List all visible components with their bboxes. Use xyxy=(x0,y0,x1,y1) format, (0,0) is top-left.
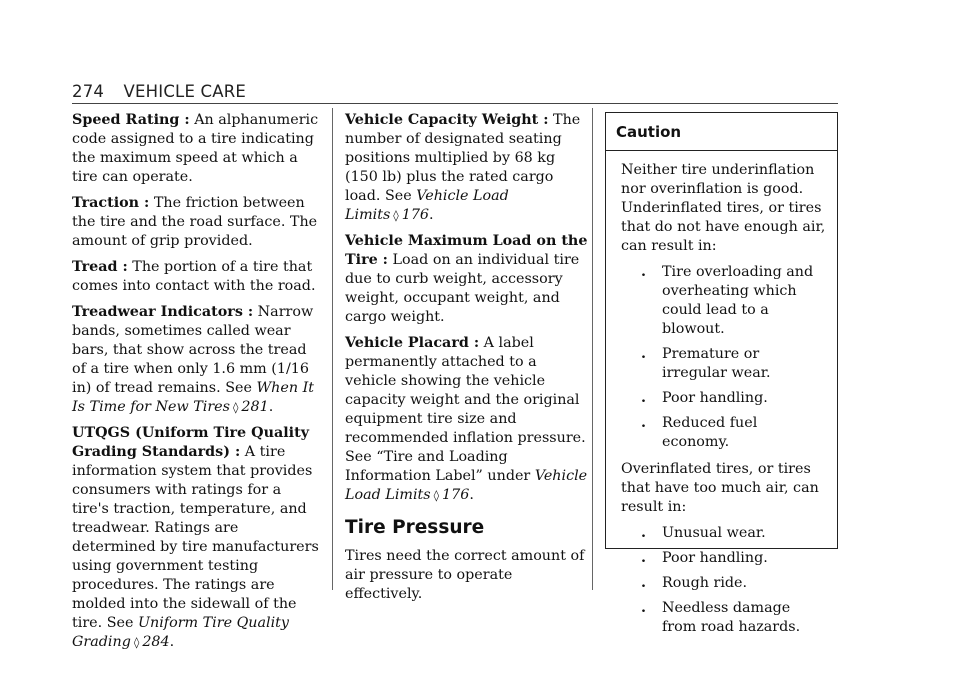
cross-reference-link[interactable]: When It Is Time for New Tires xyxy=(72,380,314,415)
list-item xyxy=(621,524,827,543)
reference-page[interactable]: 284 xyxy=(142,634,170,650)
definition-text: The portion of a tire that comes into contact with the road. xyxy=(72,259,316,294)
definition-vehicle-placard xyxy=(345,334,592,505)
cross-reference-link[interactable]: Vehicle Load Limits xyxy=(345,468,588,503)
bullet-icon: . xyxy=(641,575,646,591)
cross-reference-link[interactable]: Vehicle Load Limits xyxy=(345,188,509,223)
list-item-text: Tire overloading and overheating which could lead to a blowout. xyxy=(662,264,814,337)
list-item xyxy=(621,263,827,339)
list-item-text: Needless damage from road hazards. xyxy=(662,600,801,635)
reference-page[interactable]: 176 xyxy=(442,487,470,503)
definition-vehicle-capacity-weight xyxy=(345,111,592,225)
page-ref-icon: ◊ xyxy=(133,636,140,649)
tail: . xyxy=(429,207,434,223)
tire-pressure-paragraph: Tires need the correct amount of air pressure to operate effectively. xyxy=(345,548,585,602)
page-ref-icon: ◊ xyxy=(232,401,239,414)
bullet-icon: . xyxy=(641,550,646,566)
list-item xyxy=(621,574,827,593)
caution-intro-2: Overinflated tires, or tires that have too much air, can result in: xyxy=(621,461,819,515)
definition-speed-rating xyxy=(72,111,319,187)
section-title: VEHICLE CARE xyxy=(123,82,247,101)
overinflation-list xyxy=(621,524,827,637)
list-item-text: Premature or irregular wear. xyxy=(662,346,771,381)
definition-text: A label permanently attached to a vehicle showing the vehicle capacity weight and the original equipment tire size and recommended inflation pressure. See “Tire and Loading Information Label” under xyxy=(345,335,586,484)
term: Traction : xyxy=(72,195,150,211)
column-divider-2 xyxy=(592,108,593,590)
definition-text: A tire information system that provides consumers with ratings for a tire's traction, temperature, and treadwear. Ratings are determined by tire manufacturers using government testing procedures. The ratings are molded into the sidewall of the tire. See xyxy=(72,444,319,631)
definition-text: The friction between the tire and the road surface. The amount of grip provided. xyxy=(72,195,318,249)
reference-page[interactable]: 281 xyxy=(241,399,269,415)
list-item xyxy=(621,414,827,452)
list-item xyxy=(621,599,827,637)
column-left xyxy=(72,111,319,659)
bullet-icon: . xyxy=(641,346,646,362)
caution-intro: Neither tire underinflation nor overinflation is good. Underinflated tires, or tires that do not have enough air, can result in: xyxy=(621,162,826,254)
definition-text: An alphanumeric code assigned to a tire indicating the maximum speed at which a tire can operate. xyxy=(72,112,319,185)
page-header xyxy=(72,82,838,101)
header-rule xyxy=(72,103,838,104)
term: Speed Rating : xyxy=(72,112,190,128)
list-item-text: Rough ride. xyxy=(662,575,748,591)
section-heading-tire-pressure: Tire Pressure xyxy=(345,517,485,538)
definition-text: Load on an individual tire due to curb weight, accessory weight, occupant weight, and cargo weight. xyxy=(345,252,580,325)
list-item-text: Reduced fuel economy. xyxy=(662,415,758,450)
definition-treadwear-indicators xyxy=(72,303,319,417)
list-item xyxy=(621,389,827,408)
bullet-icon: . xyxy=(641,525,646,541)
term: Vehicle Placard : xyxy=(345,335,480,351)
bullet-icon: . xyxy=(641,264,646,280)
caution-title: Caution xyxy=(606,113,837,151)
column-middle xyxy=(345,111,592,611)
term: Tread : xyxy=(72,259,128,275)
term: Vehicle Capacity Weight : xyxy=(345,112,549,128)
definition-traction xyxy=(72,194,319,251)
term: Vehicle Maximum Load on the Tire : xyxy=(345,233,588,268)
page-ref-icon: ◊ xyxy=(433,489,440,502)
list-item xyxy=(621,345,827,383)
reference-page[interactable]: 176 xyxy=(401,207,430,223)
term: UTQGS (Uniform Tire Quality Grading Standards) : xyxy=(72,425,310,460)
term: Treadwear Indicators : xyxy=(72,304,254,320)
definition-text: Narrow bands, sometimes called wear bars, that show across the tread of a tire when only 1.6 mm (1/16 in) of tread remains. See xyxy=(72,304,314,396)
cross-reference-link[interactable]: Uniform Tire Quality Grading xyxy=(72,615,290,650)
page-number: 274 xyxy=(72,82,105,101)
list-item xyxy=(621,549,827,568)
definition-vehicle-maximum-load xyxy=(345,232,592,327)
tail: . xyxy=(469,487,474,503)
list-item-text: Unusual wear. xyxy=(662,525,766,541)
definition-tread xyxy=(72,258,319,296)
tail: . xyxy=(268,399,274,415)
list-item-text: Poor handling. xyxy=(662,550,768,566)
caution-body xyxy=(606,151,837,637)
tail: . xyxy=(169,634,175,650)
definition-text: The number of designated seating positions multiplied by 68 kg (150 lb) plus the rated cargo load. See xyxy=(345,112,581,204)
underinflation-list xyxy=(621,263,827,452)
bullet-icon: . xyxy=(641,390,646,406)
caution-box xyxy=(605,112,838,635)
bullet-icon: . xyxy=(641,415,646,431)
list-item-text: Poor handling. xyxy=(662,390,768,406)
page-ref-icon: ◊ xyxy=(393,209,399,222)
column-divider-1 xyxy=(332,108,333,590)
bullet-icon: . xyxy=(641,600,646,616)
definition-utqgs xyxy=(72,424,319,652)
